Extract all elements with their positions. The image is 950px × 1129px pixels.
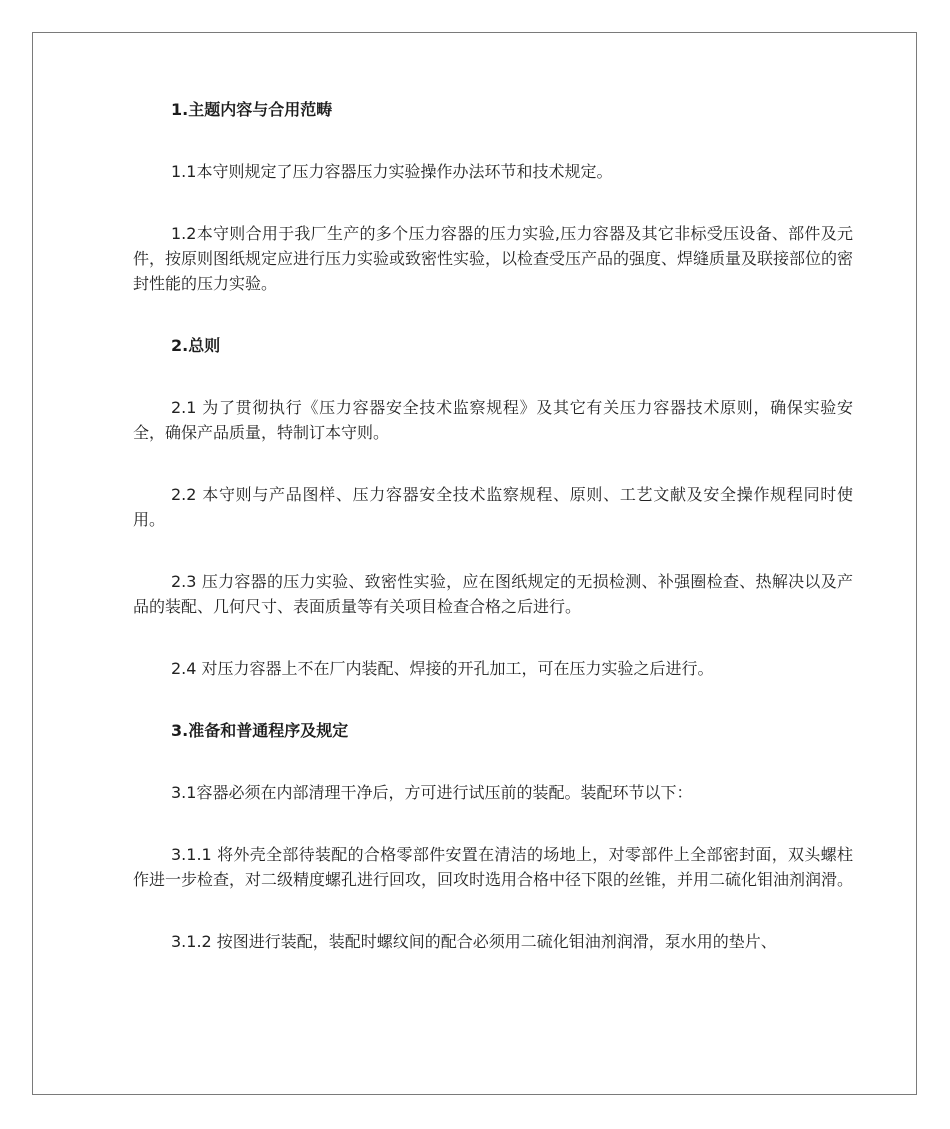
paragraph: 2.1 为了贯彻执行《压力容器安全技术监察规程》及其它有关压力容器技术原则，确保实验安全，确保产品质量，特制订本守则。 <box>133 398 853 442</box>
document-body <box>133 97 853 991</box>
section-heading: 1.主题内容与合用范畴 <box>171 100 333 119</box>
paragraph: 2.3 压力容器的压力实验、致密性实验，应在图纸规定的无损检测、补强圈检查、热解决以及产品的装配、几何尺寸、表面质量等有关项目检查合格之后进行。 <box>133 572 853 616</box>
paragraph: 2.4 对压力容器上不在厂内装配、焊接的开孔加工，可在压力实验之后进行。 <box>171 659 714 678</box>
document-page <box>32 32 917 1095</box>
paragraph: 3.1容器必须在内部清理干净后，方可进行试压前的装配。装配环节以下： <box>171 783 693 802</box>
paragraph: 3.1.2 按图进行装配，装配时螺纹间的配合必须用二硫化钼油剂润滑，泵水用的垫片、 <box>171 932 777 951</box>
paragraph: 1.1本守则规定了压力容器压力实验操作办法环节和技术规定。 <box>171 162 613 181</box>
section-heading: 2.总则 <box>171 336 221 355</box>
paragraph: 2.2 本守则与产品图样、压力容器安全技术监察规程、原则、工艺文献及安全操作规程同时使用。 <box>133 485 853 529</box>
paragraph: 1.2本守则合用于我厂生产的多个压力容器的压力实验,压力容器及其它非标受压设备、部件及元件，按原则图纸规定应进行压力实验或致密性实验，以检查受压产品的强度、焊缝质量及联接部位的密封性能的压力实验。 <box>133 224 854 293</box>
section-heading: 3.准备和普通程序及规定 <box>171 721 349 740</box>
paragraph: 3.1.1 将外壳全部待装配的合格零部件安置在清洁的场地上，对零部件上全部密封面，双头螺柱作进一步检查，对二级精度螺孔进行回攻，回攻时选用合格中径下限的丝锥，并用二硫化钼油剂润滑。 <box>133 845 854 889</box>
